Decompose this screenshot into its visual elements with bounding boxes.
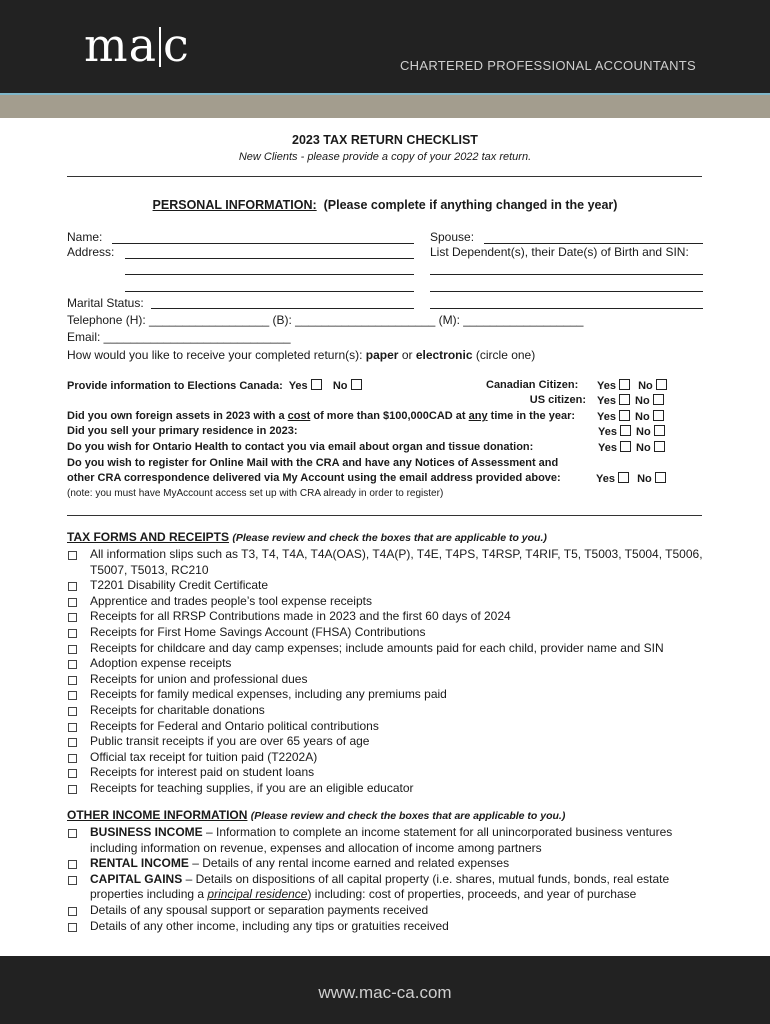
us-citizen-label: US citizen:: [529, 394, 586, 406]
dependents-field-3[interactable]: [430, 308, 703, 309]
foreign-assets-yes-no: Yes No: [597, 410, 666, 423]
ontario-health-yes-checkbox[interactable]: [620, 441, 631, 452]
other-income-heading: OTHER INCOME INFORMATION (Please review and check the boxes that are applicable to you.): [67, 808, 566, 822]
option-electronic[interactable]: electronic: [415, 348, 473, 362]
residence-no-checkbox[interactable]: [654, 425, 665, 436]
online-mail-yes-no: Yes No: [596, 472, 668, 485]
list-item: Receipts for charitable donations: [67, 703, 703, 719]
checkbox[interactable]: [68, 707, 77, 716]
foreign-yes-checkbox[interactable]: [619, 410, 630, 421]
us-citizen-no-checkbox[interactable]: [653, 394, 664, 405]
online-mail-no-checkbox[interactable]: [655, 472, 666, 483]
delivery-question: How would you like to receive your completed return(s): paper or electronic (circle one): [67, 348, 536, 362]
list-item: Details of any spousal support or separation payments received: [67, 903, 703, 919]
us-citizen-yes-no: Yes No: [597, 394, 666, 407]
residence-yes-checkbox[interactable]: [620, 425, 631, 436]
page-title: 2023 TAX RETURN CHECKLIST: [292, 133, 478, 147]
other-income-list: [67, 825, 703, 934]
logo-divider: [159, 27, 161, 67]
checkbox[interactable]: [68, 691, 77, 700]
ontario-health-no-checkbox[interactable]: [654, 441, 665, 452]
address-field-1[interactable]: [125, 258, 414, 259]
list-item: Receipts for First Home Savings Account (FHSA) Contributions: [67, 625, 703, 641]
tagline: CHARTERED PROFESSIONAL ACCOUNTANTS: [399, 58, 696, 73]
online-mail-question-line1: Do you wish to register for Online Mail with the CRA and have any Notices of Assessment and: [67, 457, 559, 469]
option-paper[interactable]: paper: [365, 348, 399, 362]
name-field[interactable]: [112, 243, 414, 244]
checkbox[interactable]: [68, 829, 77, 838]
checkbox[interactable]: [68, 860, 77, 869]
address-label: Address:: [67, 245, 115, 259]
checkbox[interactable]: [68, 629, 77, 638]
divider: [67, 176, 702, 177]
list-item: Details of any other income, including any tips or gratuities received: [67, 919, 703, 935]
checkbox[interactable]: [68, 723, 77, 732]
checkbox[interactable]: [68, 645, 77, 654]
list-item: Receipts for interest paid on student loans: [67, 765, 703, 781]
divider: [67, 515, 702, 516]
checkbox[interactable]: [68, 785, 77, 794]
online-mail-question-line2: other CRA correspondence delivered via My Account using the email address provided above:: [67, 472, 561, 484]
list-item: Adoption expense receipts: [67, 656, 703, 672]
foreign-assets-question: Did you own foreign assets in 2023 with a cost of more than $100,000CAD at any time in the year:: [67, 410, 576, 422]
list-item: RENTAL INCOME – Details of any rental income earned and related expenses: [67, 856, 703, 872]
elections-no-checkbox[interactable]: [351, 379, 362, 390]
page-subtitle: New Clients - please provide a copy of your 2022 tax return.: [238, 151, 532, 163]
list-item: Receipts for teaching supplies, if you are an eligible educator: [67, 781, 703, 797]
checkbox[interactable]: [68, 754, 77, 763]
tax-forms-heading: TAX FORMS AND RECEIPTS (Please review and check the boxes that are applicable to you.): [67, 530, 547, 544]
ontario-health-yes-no: Yes No: [598, 441, 667, 454]
checkbox[interactable]: [68, 660, 77, 669]
header-band: [0, 93, 770, 118]
checkbox[interactable]: [68, 613, 77, 622]
list-item: Receipts for union and professional dues: [67, 672, 703, 688]
checkbox[interactable]: [68, 598, 77, 607]
list-item: CAPITAL GAINS – Details on dispositions of all capital property (i.e. shares, mutual funds, bonds, real estate properties including a principal residence) including: cost of properties, proceeds, and year of purchase: [67, 872, 703, 903]
residence-yes-no: Yes No: [598, 425, 667, 438]
website-link[interactable]: www.mac-ca.com: [318, 983, 452, 1002]
spouse-field[interactable]: [484, 243, 703, 244]
canadian-citizen-label: Canadian Citizen:: [486, 379, 579, 391]
checkbox[interactable]: [68, 923, 77, 932]
list-item: Apprentice and trades people’s tool expense receipts: [67, 594, 703, 610]
list-item: Receipts for childcare and day camp expenses; include amounts paid for each child, provider name and SIN: [67, 641, 703, 657]
checkbox[interactable]: [68, 738, 77, 747]
residence-question: Did you sell your primary residence in 2023:: [67, 425, 298, 437]
foreign-no-checkbox[interactable]: [653, 410, 664, 421]
list-item: All information slips such as T3, T4, T4A, T4A(OAS), T4A(P), T4E, T4PS, T4RSP, T4RIF, T5, T5003, T5004, T5006, T5007, T5013, RC210: [67, 547, 703, 578]
footer-bar: [0, 956, 770, 1024]
list-item: Public transit receipts if you are over 65 years of age: [67, 734, 703, 750]
marital-field[interactable]: [151, 308, 414, 309]
us-citizen-yes-checkbox[interactable]: [619, 394, 630, 405]
checkbox[interactable]: [68, 676, 77, 685]
list-item: BUSINESS INCOME – Information to complete an income statement for all unincorporated business ventures including information on revenue, expenses and allocation of income among partners: [67, 825, 703, 856]
online-mail-yes-checkbox[interactable]: [618, 472, 629, 483]
checkbox[interactable]: [68, 582, 77, 591]
spouse-label: Spouse:: [430, 230, 475, 244]
ontario-health-question: Do you wish for Ontario Health to contact you via email about organ and tissue donation:: [67, 441, 534, 453]
address-field-2[interactable]: [125, 274, 414, 275]
tax-forms-list: [67, 547, 703, 797]
dependents-field-2[interactable]: [430, 291, 703, 292]
name-label: Name:: [67, 230, 103, 244]
header-bar: [0, 0, 770, 93]
citizen-yes-checkbox[interactable]: [619, 379, 630, 390]
list-item: Receipts for Federal and Ontario political contributions: [67, 719, 703, 735]
list-item: T2201 Disability Credit Certificate: [67, 578, 703, 594]
list-item: Official tax receipt for tuition paid (T2202A): [67, 750, 703, 766]
citizen-no-checkbox[interactable]: [656, 379, 667, 390]
dependents-field-1[interactable]: [430, 274, 703, 275]
dependents-label: List Dependent(s), their Date(s) of Birth and SIN:: [430, 245, 689, 259]
personal-info-heading: PERSONAL INFORMATION: (Please complete if anything changed in the year): [152, 198, 618, 212]
list-item: Receipts for family medical expenses, including any premiums paid: [67, 687, 703, 703]
company-logo: ma c: [84, 18, 190, 72]
email-line[interactable]: Email: ____________________________: [67, 330, 291, 344]
checkbox[interactable]: [68, 907, 77, 916]
citizen-yes-no: Yes No: [597, 379, 669, 392]
marital-label: Marital Status:: [67, 296, 144, 310]
address-field-3[interactable]: [125, 291, 414, 292]
list-item: Receipts for all RRSP Contributions made in 2023 and the first 60 days of 2024: [67, 609, 703, 625]
checkbox[interactable]: [68, 769, 77, 778]
elections-yes-checkbox[interactable]: [311, 379, 322, 390]
checkbox[interactable]: [68, 551, 77, 560]
telephone-line[interactable]: Telephone (H): __________________ (B): _____________________ (M): __________________: [67, 313, 584, 327]
elections-question: Provide information to Elections Canada: Yes No: [67, 379, 364, 392]
myaccount-note: (note: you must have MyAccount access set up with CRA already in order to register): [67, 488, 444, 499]
checkbox[interactable]: [68, 876, 77, 885]
